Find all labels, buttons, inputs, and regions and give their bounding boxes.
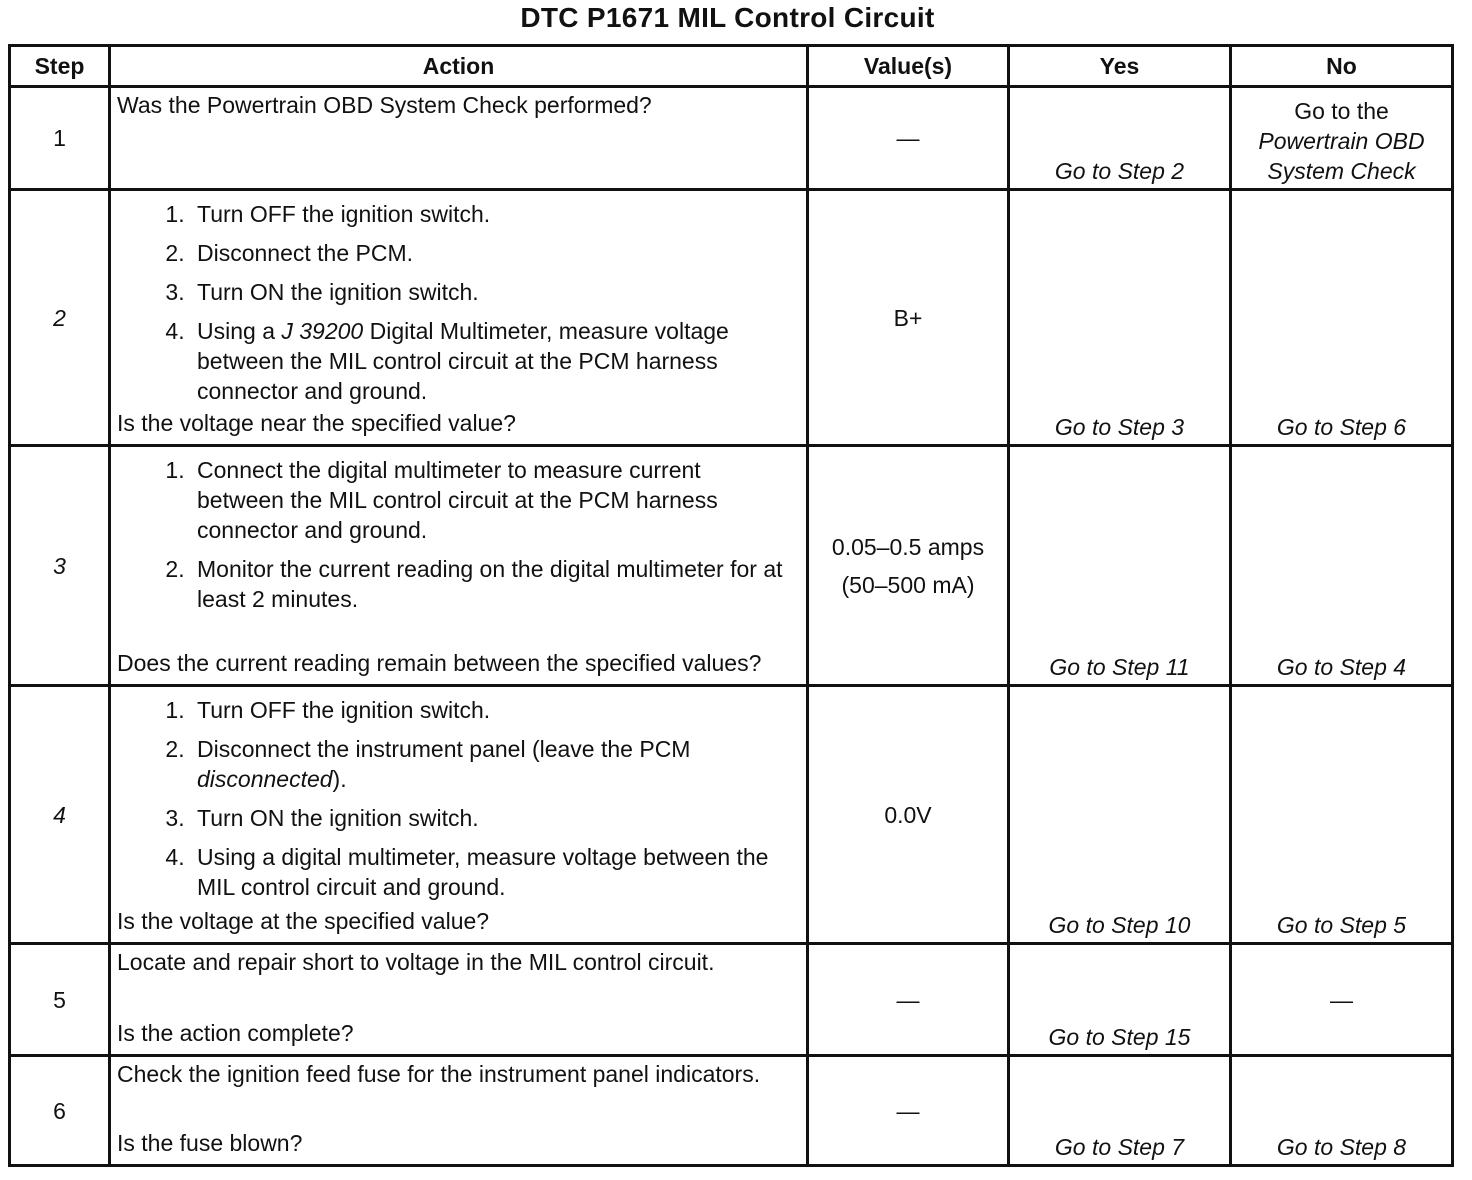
action-step-text: Disconnect the instrument panel (leave the PCM [197,736,691,762]
step-number: 3 [10,446,110,686]
action-cell [110,446,808,686]
column-header-step: Step [10,46,110,87]
column-header-yes: Yes [1009,46,1231,87]
value-cell: B+ [808,190,1009,446]
action-question: Is the action complete? [117,1020,354,1046]
column-header-values: Value(s) [808,46,1009,87]
action-cell [110,1056,808,1166]
value-cell: — [808,1056,1009,1166]
value-line: 0.05–0.5 amps [831,533,985,560]
step-number: 2 [10,190,110,446]
action-step: 4. Using a digital multimeter, measure voltage between the MIL control circuit and ground. [191,842,790,902]
table-row [10,446,1453,686]
action-steps [117,695,790,902]
step-number: 5 [10,944,110,1056]
yes-cell: Go to Step 2 [1009,87,1231,190]
table-row [10,944,1453,1056]
yes-cell: Go to Step 15 [1009,944,1231,1056]
action-cell [110,686,808,944]
action-step [191,734,790,794]
yes-cell: Go to Step 7 [1009,1056,1231,1166]
no-cell-prefix: Go to the [1294,98,1389,124]
step-number: 6 [10,1056,110,1166]
value-cell: — [808,87,1009,190]
action-step: 1. Turn OFF the ignition switch. [191,199,790,229]
action-text: Locate and repair short to voltage in the MIL control circuit. [117,949,715,975]
no-cell [1231,87,1453,190]
diagnostic-table [8,44,1454,1167]
action-step: 2. Monitor the current reading on the digital multimeter for at least 2 minutes. [191,554,790,614]
no-cell: Go to Step 6 [1231,190,1453,446]
action-step: 3. Turn ON the ignition switch. [191,803,790,833]
action-question: Is the voltage at the specified value? [117,908,490,934]
action-text: Check the ignition feed fuse for the instrument panel indicators. [117,1061,761,1087]
no-cell: Go to Step 5 [1231,686,1453,944]
table-row [10,190,1453,446]
table-row [10,686,1453,944]
value-line: (50–500 mA) [841,571,975,598]
table-row [10,1056,1453,1166]
tool-reference: J 39200 [281,318,364,344]
action-steps [117,455,790,614]
action-step: 2. Disconnect the PCM. [191,238,790,268]
column-header-action: Action [110,46,808,87]
action-question: Does the current reading remain between the specified values? [117,650,762,676]
page-title: DTC P1671 MIL Control Circuit [520,2,935,33]
step-number: 1 [10,87,110,190]
action-step: 1. Turn OFF the ignition switch. [191,695,790,725]
action-step: 3. Turn ON the ignition switch. [191,277,790,307]
action-question: Is the voltage near the specified value? [117,410,516,436]
table-row [10,87,1453,190]
action-question: Is the fuse blown? [117,1130,303,1156]
value-cell: 0.0V [808,686,1009,944]
value-cell [808,446,1009,686]
emphasis-text: disconnected [197,766,333,792]
action-step-text: Digital Multimeter, measure voltage between the MIL control circuit at the PCM harness connector and ground. [197,318,729,404]
action-cell [110,944,808,1056]
action-step-text: Using a [197,318,282,344]
action-step [191,316,790,406]
action-step: 1. Connect the digital multimeter to measure current between the MIL control circuit at the PCM harness connector and ground. [191,455,790,545]
action-cell [110,190,808,446]
no-cell-link: Powertrain OBD System Check [1258,128,1425,184]
no-cell: Go to Step 8 [1231,1056,1453,1166]
table-header-row [10,46,1453,87]
value-cell: — [808,944,1009,1056]
no-cell: — [1231,944,1453,1056]
action-question: Was the Powertrain OBD System Check performed? [117,92,652,118]
action-step-text: ). [332,766,347,792]
yes-cell: Go to Step 3 [1009,190,1231,446]
no-cell: Go to Step 4 [1231,446,1453,686]
yes-cell: Go to Step 11 [1009,446,1231,686]
step-number: 4 [10,686,110,944]
column-header-no: No [1231,46,1453,87]
yes-cell: Go to Step 10 [1009,686,1231,944]
action-cell [110,87,808,190]
action-steps [117,199,790,406]
